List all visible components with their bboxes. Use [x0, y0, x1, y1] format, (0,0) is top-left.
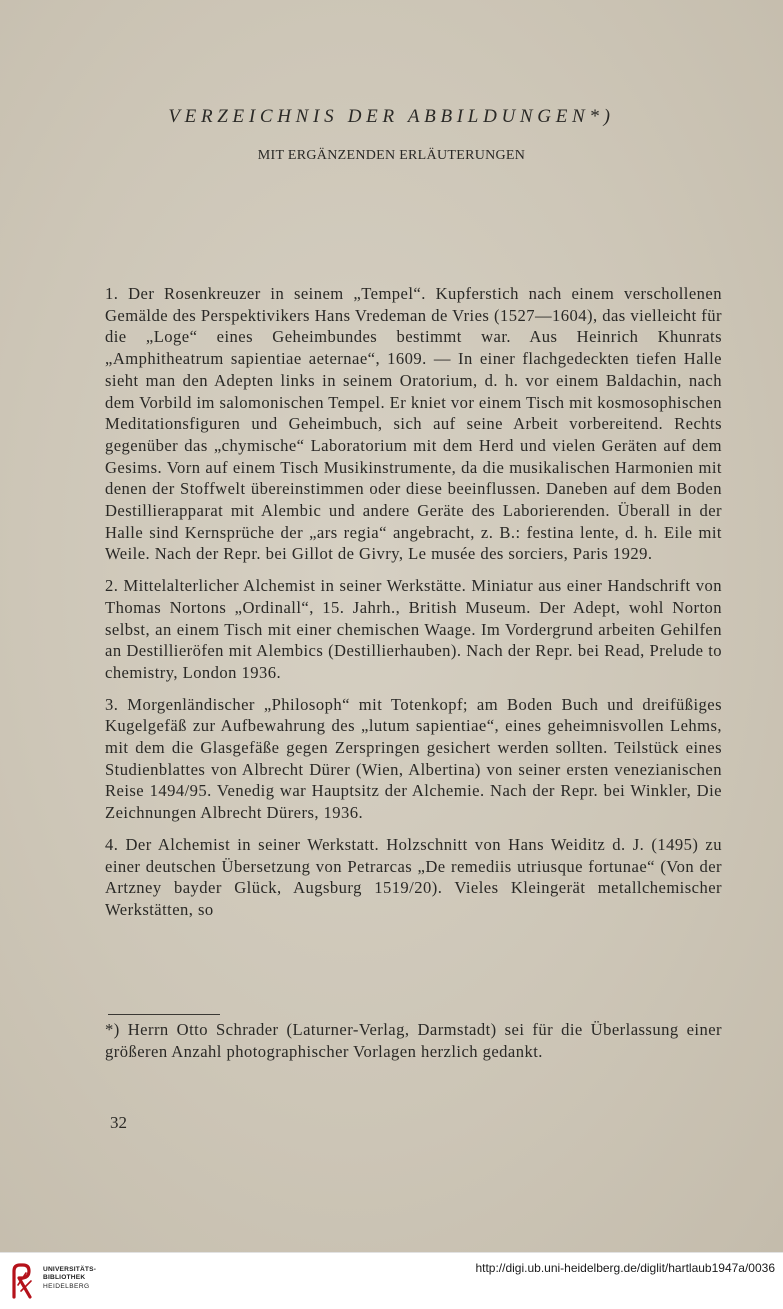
footnote-divider — [108, 1014, 220, 1015]
page-number: 32 — [110, 1113, 127, 1132]
footnote: *) Herrn Otto Schrader (Laturner-Verlag, Darmstadt) sei für die Überlassung einer größeren Anzahl photographischer Vorlagen herzlich gedankt. — [105, 1020, 722, 1061]
logo-line-3: HEIDELBERG — [43, 1282, 90, 1290]
figure-entry-1: 1. Der Rosenkreuzer in seinem „Tempel“. Kupferstich nach einem verschollenen Gemälde des Perspektivikers Hans Vredeman de Vries (1527—1604), das vielleicht für die „Loge“ eines Geheimbundes bestimmt war. Aus Heinrich Khunrats „Amphitheatrum sapientiae aeternae“, 1609. — In einer flachgedeckten tiefen Halle sieht man den Adepten links in seinem Oratorium, d. h. vor einem Baldachin, nach dem Vorbild im salomonischen Tempel. Er kniet vor einem Tisch mit kosmosophischen Meditationsfiguren und Geheimbuch, sich auf seine Arbeit vorbereitend. Rechts gegenüber das „chymische“ Laboratorium mit dem Herd und vielen Geräten auf dem Gesims. Vorn auf einem Tisch Musikinstrumente, da die musikalischen Harmonien mit denen der Stoffwelt übereinstimmen oder diese beeinflussen. Daneben auf dem Boden Destillierapparat mit Alembic und andere Geräte des Laborierenden. Überall in der Halle sind Kernsprüche der „ars regia“ angebracht, z. B.: festina lente, d. h. Eile mit Weile. Nach der Repr. bei Gillot de Givry, Le musée des sorciers, Paris 1929. — [105, 284, 722, 564]
figure-entry-2: 2. Mittelalterlicher Alchemist in seiner Werkstätte. Miniatur aus einer Handschrift von Thomas Nortons „Ordinall“, 15. Jahrh., British Museum. Der Adept, wohl Norton selbst, an einem Tisch mit einer chemischen Waage. Im Vordergrund arbeiten Gehilfen an Destillieröfen mit Alembics (Destillierhauben). Nach der Repr. bei Read, Prelude to chemistry, London 1936. — [105, 576, 722, 682]
library-logo[interactable] — [10, 1261, 106, 1301]
library-name — [43, 1266, 109, 1291]
page-subtitle: MIT ERGÄNZENDEN ERLÄUTERUNGEN — [257, 148, 526, 163]
page-title: VERZEICHNIS DER ABBILDUNGEN*) — [168, 106, 615, 127]
figure-entry-4: 4. Der Alchemist in seiner Werkstatt. Holzschnitt von Hans Weiditz d. J. (1495) zu einer deutschen Übersetzung von Petrarcas „De remediis utriusque fortunae“ (Von der Artzney bayder Glück, Augsburg 1519/20). Vieles Kleingerät metallchemischer Werkstätten, so — [105, 834, 722, 919]
permalink-url[interactable]: http://digi.ub.uni-heidelberg.de/diglit/hartlaub1947a/0036 — [475, 1261, 775, 1275]
logo-line-1: UNIVERSITÄTS- — [43, 1266, 97, 1273]
figure-entry-3: 3. Morgenländischer „Philosoph“ mit Totenkopf; am Boden Buch und dreifüßiges Kugelgefäß zur Aufbewahrung des „lutum sapientiae“, eines geheimnisvollen Lehms, mit dem die Glasgefäße gegen Zerspringen gesichert werden sollten. Teilstück eines Studienblattes von Albrecht Dürer (Wien, Albertina) von seiner ersten venezianischen Reise 1494/95. Venedig war Hauptsitz der Alchemie. Nach der Repr. bei Winkler, Die Zeichnungen Albrecht Dürers, 1936. — [105, 694, 722, 823]
logo-line-2: BIBLIOTHEK — [43, 1274, 86, 1282]
footer-bar — [0, 1252, 783, 1309]
library-crest-icon — [10, 1261, 36, 1301]
figure-list — [105, 283, 722, 931]
